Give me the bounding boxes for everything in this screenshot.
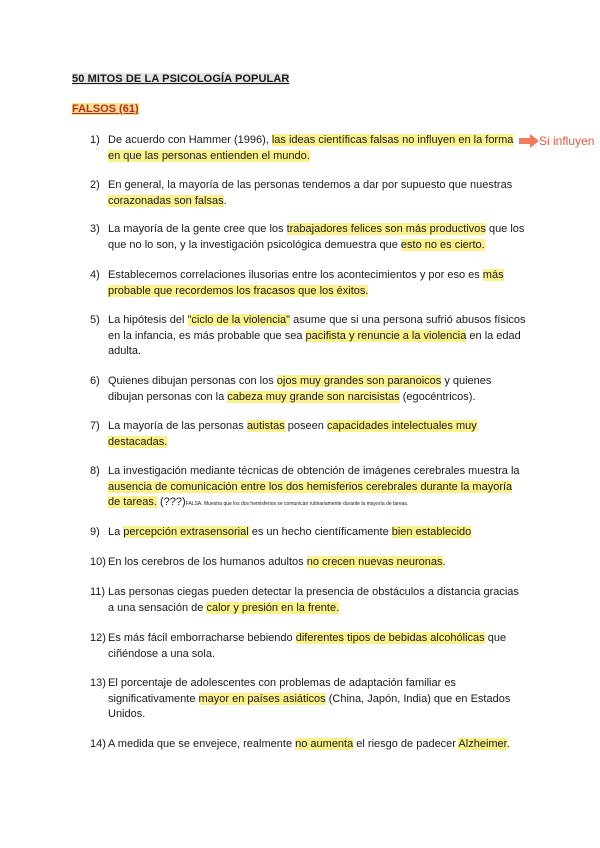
highlighted-text: Alzheimer xyxy=(458,738,507,750)
list-item xyxy=(90,222,526,253)
list-item xyxy=(90,464,526,513)
document-title: 50 MITOS DE LA PSICOLOGÍA POPULAR xyxy=(72,73,290,85)
item-number: 14) xyxy=(90,738,106,750)
item-text xyxy=(108,222,526,253)
highlighted-text: no crecen nuevas neuronas xyxy=(306,556,443,568)
text-segment: A medida que se envejece, realmente xyxy=(108,738,296,750)
item-number: 3) xyxy=(90,223,100,235)
item-number: 12) xyxy=(90,632,106,644)
text-segment: De acuerdo con Hammer (1996), xyxy=(108,134,272,146)
text-segment: en la edad adulta. xyxy=(108,329,521,357)
text-segment: Quienes dibujan personas con los xyxy=(108,375,277,387)
item-text xyxy=(108,585,526,616)
text-segment: (China, Japón, India) que en Estados Unidos. xyxy=(108,692,511,720)
item-text xyxy=(108,419,526,450)
text-segment: En los cerebros de los humanos adultos xyxy=(108,556,307,568)
text-segment: La xyxy=(108,526,124,538)
item-number: 2) xyxy=(90,179,100,191)
text-segment: y quienes dibujan personas con la xyxy=(108,375,492,403)
text-segment: . xyxy=(442,556,446,568)
list-item xyxy=(90,374,526,405)
section-heading: FALSOS (61) xyxy=(72,103,139,115)
text-segment: (???) xyxy=(156,496,186,508)
item-text xyxy=(108,464,526,513)
list-item xyxy=(90,178,526,209)
list-item xyxy=(90,676,526,723)
item-number: 10) xyxy=(90,556,106,568)
item-number: 9) xyxy=(90,526,100,538)
highlighted-text: esto no es cierto. xyxy=(400,238,485,251)
highlighted-text: mayor en países asiáticos xyxy=(198,692,326,705)
list-item xyxy=(90,737,526,753)
text-segment: La hipótesis del xyxy=(108,314,188,326)
item-number: 4) xyxy=(90,269,100,281)
item-text xyxy=(108,525,526,541)
text-segment: poseen xyxy=(284,420,327,432)
list-item xyxy=(90,525,526,541)
highlighted-text: no aumenta xyxy=(295,738,354,750)
text-segment: Es más fácil emborracharse bebiendo xyxy=(108,632,296,644)
item-text xyxy=(108,676,526,723)
text-segment: Establecemos correlaciones ilusorias entre los acontecimientos y por eso es xyxy=(108,269,483,281)
item-number: 5) xyxy=(90,314,100,326)
text-segment: (egocéntricos). xyxy=(399,390,476,403)
highlighted-text: las ideas científicas falsas no influyen en la forma en que las personas entienden el mundo. xyxy=(108,134,514,162)
list-item xyxy=(90,268,526,299)
item-number: 13) xyxy=(90,677,106,689)
item-text xyxy=(108,555,526,571)
text-segment: que los que no lo son, y la investigación psicológica demuestra que xyxy=(108,223,525,251)
item-text xyxy=(108,631,526,662)
list-item xyxy=(90,313,526,360)
highlighted-text: pacifista y renuncie a la violencia xyxy=(305,329,467,342)
highlighted-text: más probable que recordemos los fracasos que los éxitos. xyxy=(108,269,504,297)
item-number: 1) xyxy=(90,134,100,146)
text-segment: . xyxy=(506,738,510,750)
item-text xyxy=(108,737,526,753)
highlighted-text: diferentes tipos de bebidas alcohólicas xyxy=(295,632,485,644)
list-item xyxy=(90,555,526,571)
text-segment: es un hecho científicamente xyxy=(248,526,392,538)
text-segment: La mayoría de la gente cree que los xyxy=(108,223,287,235)
list-item xyxy=(90,585,526,616)
list-item xyxy=(90,419,526,450)
text-segment: Las personas ciegas pueden detectar la presencia de obstáculos a distancia gracias a una sensación de xyxy=(108,586,519,614)
highlighted-text: trabajadores felices son más productivos xyxy=(286,223,486,235)
margin-note: Si influyen xyxy=(539,134,595,148)
text-segment: La mayoría de las personas xyxy=(108,420,247,432)
list-item xyxy=(90,133,526,164)
highlighted-text: percepción extrasensorial xyxy=(123,526,249,538)
annotation-text: FALSA. Muestra que los dos hemisferios se comunican rutinariamente durante la mayoría de tareas. xyxy=(185,501,409,507)
text-segment: asume que si una persona sufrió abusos físicos en la infancia, es más probable que sea xyxy=(108,314,526,342)
item-number: 8) xyxy=(90,465,100,477)
item-text xyxy=(108,133,526,164)
highlighted-text: calor y presión en la frente. xyxy=(206,601,340,614)
item-text xyxy=(108,313,526,360)
item-number: 7) xyxy=(90,420,100,432)
highlighted-text: corazonadas son falsas xyxy=(108,194,224,207)
text-segment: el riesgo de padecer xyxy=(353,738,459,750)
text-segment: . xyxy=(223,194,227,207)
highlighted-text: autistas xyxy=(246,420,285,432)
text-segment: En general, la mayoría de las personas tendemos a dar por supuesto que nuestras xyxy=(108,179,513,191)
highlighted-text: cabeza muy grande son narcisistas xyxy=(227,390,400,403)
highlighted-text: ojos muy grandes son paranoicos xyxy=(276,375,442,387)
text-segment: La investigación mediante técnicas de obtención de imágenes cerebrales muestra la xyxy=(108,465,520,477)
text-segment: que ciñéndose a una sola. xyxy=(108,632,507,660)
item-number: 11) xyxy=(90,586,106,598)
highlighted-text: bien establecido xyxy=(391,526,472,538)
list-item xyxy=(90,631,526,662)
item-text xyxy=(108,374,526,405)
text-segment: El porcentaje de adolescentes con problemas de adaptación familiar es significativamente xyxy=(108,677,456,705)
item-text xyxy=(108,268,526,299)
item-number: 6) xyxy=(90,375,100,387)
item-text xyxy=(108,178,526,209)
highlighted-text: ausencia de comunicación entre los dos hemisferios cerebrales durante la mayoría de tareas. xyxy=(108,480,513,508)
highlighted-text: "ciclo de la violencia" xyxy=(187,314,291,326)
highlighted-text: capacidades intelectuales muy destacadas. xyxy=(108,420,477,448)
